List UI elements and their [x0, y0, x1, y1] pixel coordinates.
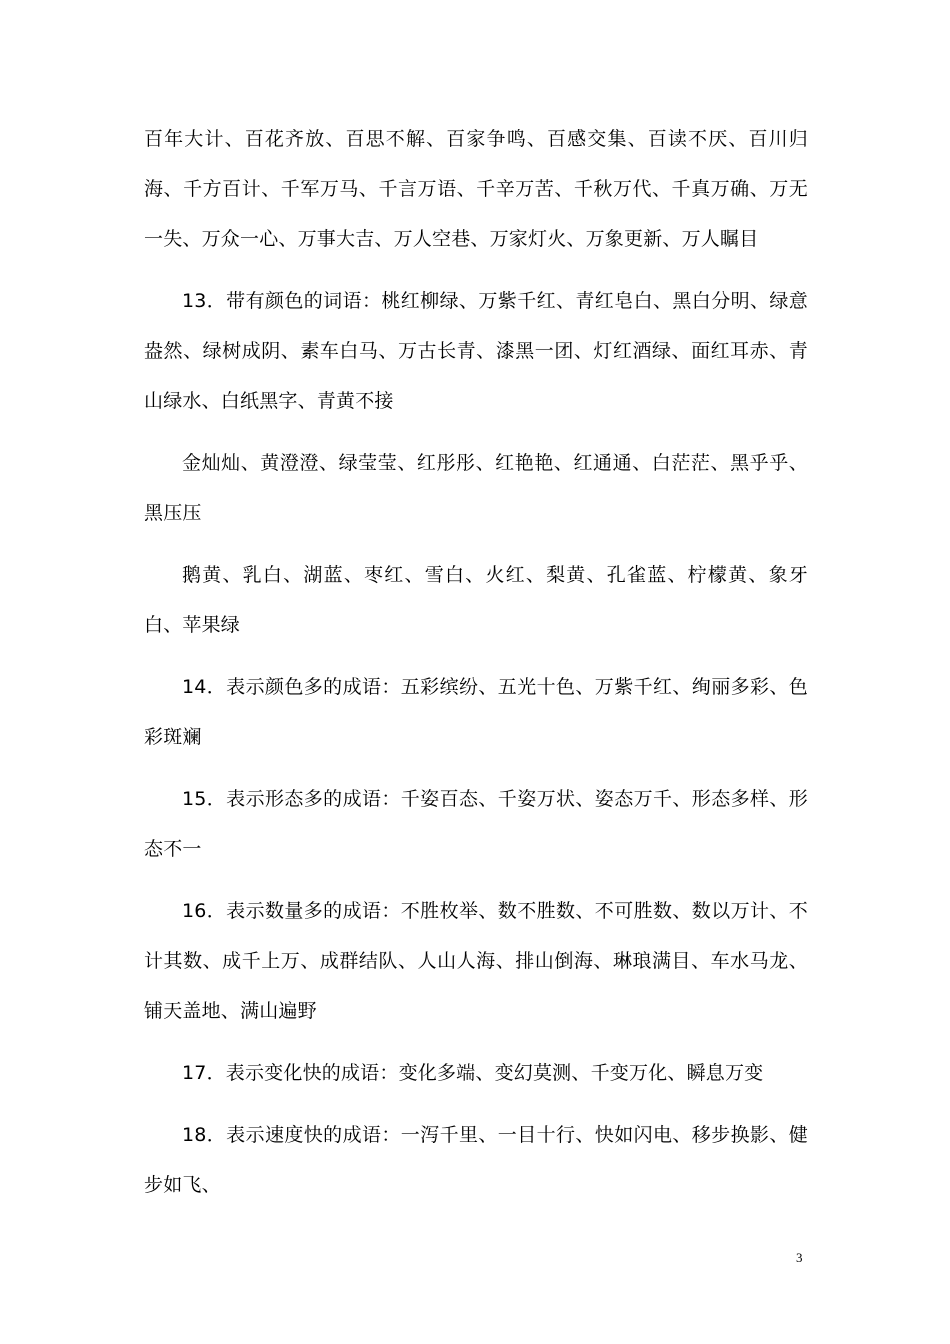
page-number: 3: [796, 1250, 803, 1265]
page-content: [144, 114, 808, 1222]
paragraph-item-16: 16．表示数量多的成语：不胜枚举、数不胜数、不可胜数、数以万计、不计其数、成千上万、成群结队、人山人海、排山倒海、琳琅满目、车水马龙、铺天盖地、满山遍野: [144, 900, 808, 1022]
paragraph-item-15: 15．表示形态多的成语：千姿百态、千姿万状、姿态万千、形态多样、形态不一: [144, 788, 808, 860]
paragraph-item-18: 18．表示速度快的成语：一泻千里、一目十行、快如闪电、移步换影、健步如飞、: [144, 1124, 808, 1196]
paragraph-item-13-colors: 13．带有颜色的词语：桃红柳绿、万紫千红、青红皂白、黑白分明、绿意盎然、绿树成阴、素车白马、万古长青、漆黑一团、灯红酒绿、面红耳赤、青山绿水、白纸黑字、青黄不接: [144, 290, 808, 412]
paragraph-color-names: 鹅黄、乳白、湖蓝、枣红、雪白、火红、梨黄、孔雀蓝、柠檬黄、象牙白、苹果绿: [144, 564, 808, 636]
paragraph-reduplicated-colors: 金灿灿、黄澄澄、绿莹莹、红彤彤、红艳艳、红通通、白茫茫、黑乎乎、黑压压: [144, 452, 808, 524]
paragraph-idioms-hundred-thousand: 百年大计、百花齐放、百思不解、百家争鸣、百感交集、百读不厌、百川归海、千方百计、千军万马、千言万语、千辛万苦、千秋万代、千真万确、万无一失、万众一心、万事大吉、万人空巷、万家灯火、万象更新、万人瞩目: [144, 128, 808, 250]
paragraph-item-14: 14．表示颜色多的成语：五彩缤纷、五光十色、万紫千红、绚丽多彩、色彩斑斓: [144, 676, 808, 748]
paragraph-item-17: 17．表示变化快的成语：变化多端、变幻莫测、千变万化、瞬息万变: [182, 1062, 764, 1084]
